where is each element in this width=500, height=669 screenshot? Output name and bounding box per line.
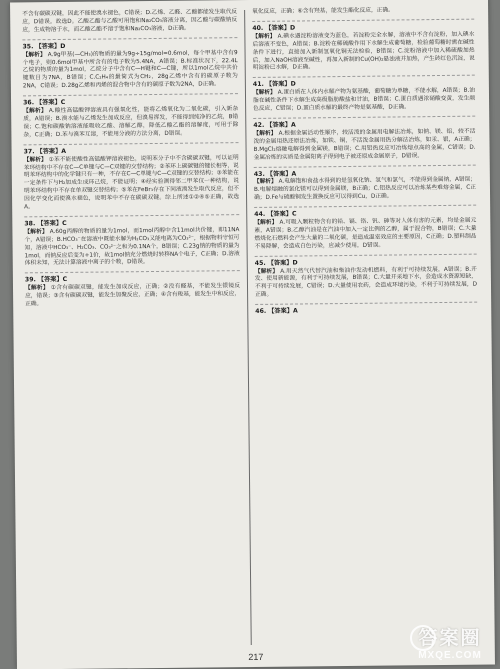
- answer-label: 【答案】D: [265, 24, 296, 32]
- answer-label: 【答案】C: [37, 276, 68, 284]
- explanation-tag: 【解析】: [23, 156, 47, 163]
- explanation: [252, 7, 474, 17]
- question-separator: [23, 142, 238, 145]
- question-block: [253, 75, 475, 114]
- question-separator: [254, 164, 476, 167]
- explanation-tag: 【解析】: [24, 285, 49, 292]
- answer-line: [255, 306, 477, 316]
- explanation-tag: 【解析】: [252, 89, 276, 97]
- answer-label: 【答案】A: [36, 147, 67, 155]
- question-number: 44.: [254, 210, 266, 219]
- explanation-tag: 【解析】: [23, 108, 47, 115]
- question-separator: [255, 302, 477, 305]
- question-block: [22, 9, 237, 35]
- explanation-text: A.60g丙醇的物质的量为1mol，而1mol丙醇中含11mol共价键，即11NA个，A错误；B.HCO₃⁻在溶液中既能水解为H₂CO₃又能电离为CO₃²⁻，根据物料守恒可知，溶液中HCO₃⁻、H₂CO₃、CO₃²⁻之和为0.1NA个，B错误；C.23g钠的物质的量为1mol，而钠反应后变为+1价，故1mol钠充分燃烧时转移NA个电子，C正确；D.溶液体积未知，无法计算溶液中离子的个数，D错误。: [24, 226, 240, 267]
- explanation: [254, 177, 476, 203]
- explanation-text: 不含有碳碳双键，因此不能使溴水褪色，C错误；D.乙烯、乙醛、乙酸都能发生取代反应，D错误。故选D。乙酸乙酯与乙酸可用饱和Na₂CO₃溶液分离，因乙酸与碳酸钠反应，生成物溶于水，而乙酸乙酯不溶于饱和Na₂CO₃溶液，D正确。: [22, 9, 238, 34]
- explanation-text: A.碘水遇淀粉溶液变为蓝色，若淀粉完全水解，溶液中不含有淀粉，加入碘水后溶液不变色，A错误；B.淀粉在稀硫酸作用下水解生成葡萄糖，检验葡萄糖时需在碱性条件下进行，直接加入新制氢氧化铜无法检验，B错误；C.淀粉溶液中加入稀硫酸加热后，加入NaOH溶液至碱性，再加入新制的Cu(OH)₂悬浊液并加热，产生砖红色沉淀，说明淀粉已水解，D正确。: [252, 31, 475, 72]
- question-separator: [22, 37, 237, 40]
- watermark-ring-icon: [410, 625, 436, 651]
- question-separator: [23, 93, 238, 96]
- answer-label: 【答案】C: [267, 210, 297, 218]
- explanation: [254, 218, 476, 252]
- answer-label: 【答案】A: [266, 170, 297, 178]
- explanation: [22, 9, 237, 35]
- explanation: [23, 50, 238, 92]
- watermark-title: 答案圈: [418, 628, 482, 649]
- question-block: [252, 19, 475, 74]
- question-block: [25, 270, 240, 309]
- question-block: [254, 205, 476, 252]
- explanation-text: 氧化反应，正确；⑥含有羟基，能发生酯化反应，正确。: [252, 7, 394, 15]
- left-column: [22, 8, 240, 312]
- explanation: [252, 31, 474, 73]
- explanation-text: ①苯不能使酸性高锰酸钾溶液褪色，说明苯分子中不含碳碳双键，可以证明苯环结构中不存在C—C单键与C—C双键的交替结构；②苯环上碳碳键的键长相等，说明苯环结构中的化学键只有一种，不存在C—C单键与C—C双键的交替结构；③苯能在一定条件下与H₂加成生成环己烷，不能证明；④经实验测得邻二甲苯仅一种结构，说明苯环结构中不存在单双键交替结构；⑤苯在FeBr₃存在下同液溴发生取代反应，但不因化学变化而使溴水褪色，说明苯中不存在碳碳双键。综上所述①②④⑤正确，故选A。: [23, 154, 240, 211]
- question-separator: [253, 75, 475, 78]
- answer-label: 【答案】D: [267, 259, 298, 267]
- question-number: 40.: [252, 24, 264, 32]
- workbook-page: [10, 0, 495, 669]
- right-column: [252, 6, 477, 319]
- question-number: 46.: [255, 308, 267, 316]
- explanation: [23, 106, 238, 140]
- explanation-text: A.电解饱和食盐水得到的是氢氧化钠、氢气和氯气，不能得到金属钠，A错误；B.电解熔融的氯化镁可以得到金属镁，B正确；C.铝热反应可以冶炼某些难熔金属，C正确；D.Fe与硫酸铜发生置换反应可以得到Cu，D正确。: [253, 177, 477, 202]
- answer-label: 【答案】D: [35, 42, 66, 50]
- explanation-text: A.用天然气代替汽油和柴油作发动机燃料，有利于可持续发展，A错误；B.开发、使用新能源，有利于可持续发展，B错误；C.大量开采地下水，会造成水资源短缺，不利于可持续发展，C错误；D.大量使用农药，会造成环境污染，不利于可持续发展，D正确。: [254, 266, 478, 299]
- question-block: [22, 37, 238, 92]
- column-divider: [244, 10, 252, 645]
- explanation: [253, 88, 475, 114]
- page-number: 217: [248, 651, 264, 663]
- explanation-tag: 【解析】: [254, 219, 278, 226]
- explanation-text: A.可吸入颗粒物含有的铅、镉、铬、钒、砷等对人体有害的元素，均是金属元素，A错误；B.乙醇汽油是在汽油中加入一定比例的乙醇，属于混合物，B错误；C.大量燃烧化石燃料会产生大量的二氧化碳，是造成温室效应的主要原因，C正确；D.塑料制品不易降解，会造成白色污染，应减少使用，D错误。: [254, 217, 477, 250]
- explanation: [24, 227, 239, 269]
- explanation-tag: 【解析】: [253, 130, 277, 137]
- question-number: 35.: [22, 42, 34, 51]
- question-block: [24, 214, 240, 269]
- watermark-logo: [406, 623, 494, 661]
- question-separator: [254, 205, 476, 208]
- question-separator: [25, 270, 240, 273]
- question-block: [253, 116, 475, 163]
- explanation-tag: 【解析】: [253, 179, 277, 186]
- answer-label: 【答案】D: [265, 80, 296, 89]
- explanation: [24, 155, 240, 213]
- question-number: 41.: [252, 81, 264, 89]
- question-block: [23, 142, 239, 212]
- explanation-tag: 【解析】: [22, 51, 46, 58]
- explanation-tag: 【解析】: [254, 268, 279, 275]
- question-number: 38.: [24, 220, 36, 228]
- question-separator: [24, 214, 239, 217]
- watermark-url: MXQE.COM: [418, 650, 482, 661]
- question-number: 43.: [253, 170, 265, 178]
- explanation-text: A.酸性高锰酸钾溶液具有强氧化性，能将乙烯氧化为二氧化碳，引入新杂质，A错误；B.溴水能与乙烯发生加成反应，但溴易挥发，不能得到纯净的乙烷，B错误；C.饱和碳酸钠溶液能吸收乙酸、溶解乙醇，降低乙酸乙酯的溶解度，可用于除杂，C正确；D.苯与溴苯互溶，不能用分液的方法分离，D错误。: [23, 106, 239, 139]
- question-block: [255, 302, 477, 316]
- answer-label: 【答案】C: [37, 219, 67, 228]
- question-block: [23, 93, 238, 140]
- question-block: [254, 164, 476, 203]
- explanation: [253, 129, 475, 163]
- explanation-text: A.蛋白质在人体内水解产物为氨基酸，葡萄糖为单糖，不能水解，A错误；B.油脂在碱性条件下水解生成高级脂肪酸盐和甘油，B错误；C.蛋白质遇浓硝酸变黄，发生颜色反应，C错误；D.蛋白质水解的最终产物是氨基酸，D正确。: [253, 87, 476, 113]
- question-block: [255, 253, 477, 300]
- explanation-text: ①含有碳碳双键，能发生加成反应，正确；②没有醛基，不能发生银镜反应，错误；③含有碳碳双键，能发生加聚反应，正确；④含有羧基，能发生中和反应，正确。: [25, 283, 241, 308]
- question-number: 45.: [254, 259, 266, 267]
- question-separator: [255, 253, 477, 256]
- explanation-tag: 【解析】: [252, 33, 276, 40]
- explanation-text: A.根据金属活动性顺序，较活泼的金属用电解法冶炼，如钠、镁、铝，较不活泼的金属用热还原法冶炼，如铁、铜，不活泼金属用热分解法冶炼，如汞、银，A正确；B.MgCl₂熔融电解得到金属镁，B错误；C.用铝热反应可冶炼熔点高的金属，C错误；D.金属冶炼的实质是金属阳离子得到电子被还原成金属原子，D错误。: [253, 128, 476, 161]
- question-number: 42.: [253, 121, 265, 129]
- answer-label: 【答案】A: [268, 307, 298, 316]
- explanation-tag: 【解析】: [24, 228, 48, 236]
- question-separator: [253, 116, 475, 119]
- question-block: [252, 7, 474, 17]
- answer-label: 【答案】C: [35, 99, 66, 107]
- question-number: 37.: [23, 147, 35, 156]
- question-number: 36.: [23, 99, 35, 107]
- explanation: [255, 266, 477, 300]
- question-number: 39.: [24, 276, 36, 284]
- answer-label: 【答案】A: [266, 121, 296, 129]
- explanation: [25, 283, 240, 309]
- explanation-text: A.9g甲基(—CH₃)的物质的量为9g÷15g/mol=0.6mol，每个甲基中含有9个电子，则0.6mol甲基中所含有的电子数为5.4NA，A错误；B.标准状况下，22.4L乙烷的物质的量为1mol，乙烷分子中含有C—H键和C—C键，所以1mol乙烷中共价键数目为7NA，B错误；C.C₂H₄的最简式为CH₂，28g乙烯中含有的碳原子数为2NA，C错误；D.28g乙烯和丙烯的混合物中含有的碳原子数为2NA，D正确。: [22, 49, 238, 90]
- question-separator: [252, 19, 474, 22]
